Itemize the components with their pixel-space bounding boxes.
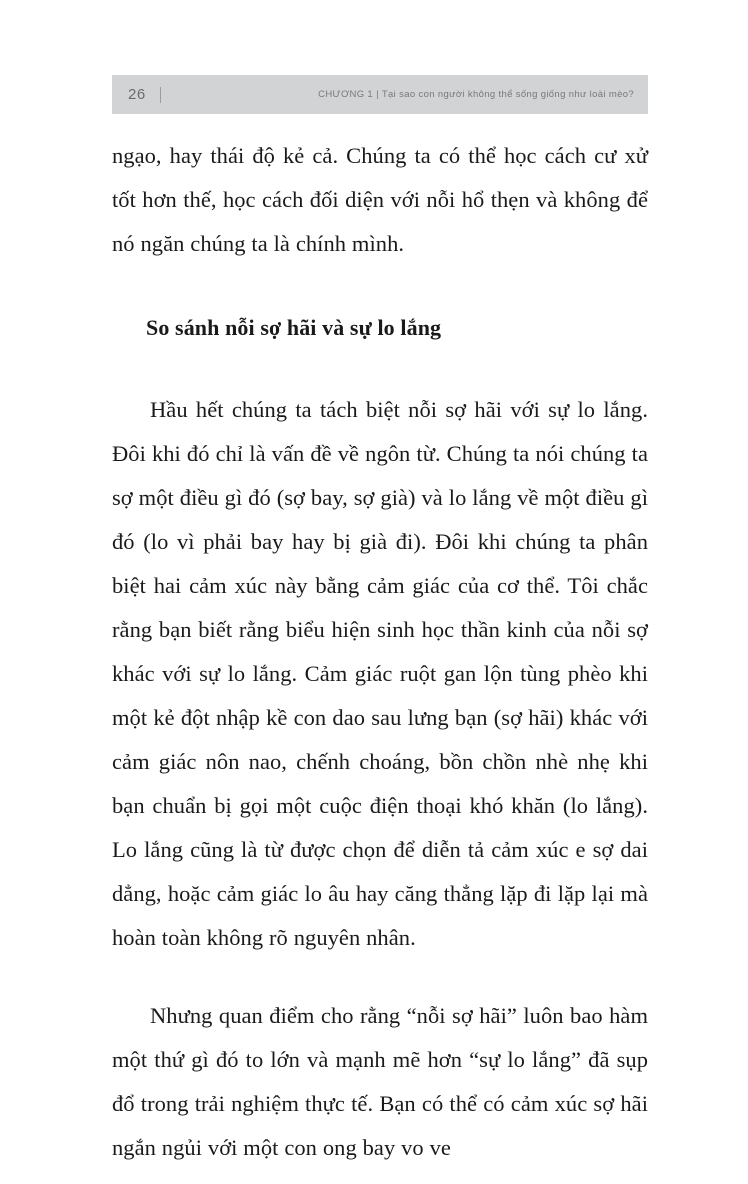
running-head-separator: |	[376, 88, 379, 100]
spacer-between-paragraphs	[112, 960, 648, 994]
paragraph-continued: ngạo, hay thái độ kẻ cả. Chúng ta có thể học cách cư xử tốt hơn thế, học cách đối diện với nỗi hổ thẹn và không để nó ngăn chúng ta là chính mình.	[112, 143, 648, 256]
page-number: 26	[128, 86, 146, 103]
text-column	[112, 134, 648, 1170]
section-heading: So sánh nỗi sợ hãi và sự lo lắng	[146, 315, 442, 340]
spacer-before-heading	[112, 266, 648, 306]
running-head	[161, 90, 634, 100]
paragraph-1: Hầu hết chúng ta tách biệt nỗi sợ hãi với sự lo lắng. Đôi khi đó chỉ là vấn đề về ngôn từ. Chúng ta nói chúng ta sợ một điều gì đó (sợ bay, sợ già) và lo lắng về một điều gì đó (lo vì phải bay hay bị già đi). Đôi khi chúng ta phân biệt hai cảm xúc này bằng cảm giác của cơ thể. Tôi chắc rằng bạn biết rằng biểu hiện sinh học thần kinh của nỗi sợ khác với sự lo lắng. Cảm giác ruột gan lộn tùng phèo khi một kẻ đột nhập kề con dao sau lưng bạn (sợ hãi) khác với cảm giác nôn nao, chếnh choáng, bồn chồn nhè nhẹ khi bạn chuẩn bị gọi một cuộc điện thoại khó khăn (lo lắng). Lo lắng cũng là từ được chọn để diễn tả cảm xúc e sợ dai dẳng, hoặc cảm giác lo âu hay căng thẳng lặp đi lặp lại mà hoàn toàn không rõ nguyên nhân.	[112, 397, 648, 950]
running-head-title: Tại sao con người không thể sống giống như loài mèo?	[381, 88, 634, 100]
running-head-chapter: CHƯƠNG 1	[318, 88, 374, 100]
spacer-after-heading	[112, 350, 648, 388]
running-header-band	[112, 75, 648, 114]
paragraph-2: Nhưng quan điểm cho rằng “nỗi sợ hãi” luôn bao hàm một thứ gì đó to lớn và mạnh mẽ hơn “sự lo lắng” đã sụp đổ trong trải nghiệm thực tế. Bạn có thể có cảm xúc sợ hãi ngắn ngủi với một con ong bay vo ve	[112, 1003, 648, 1160]
folio-group	[128, 87, 161, 103]
